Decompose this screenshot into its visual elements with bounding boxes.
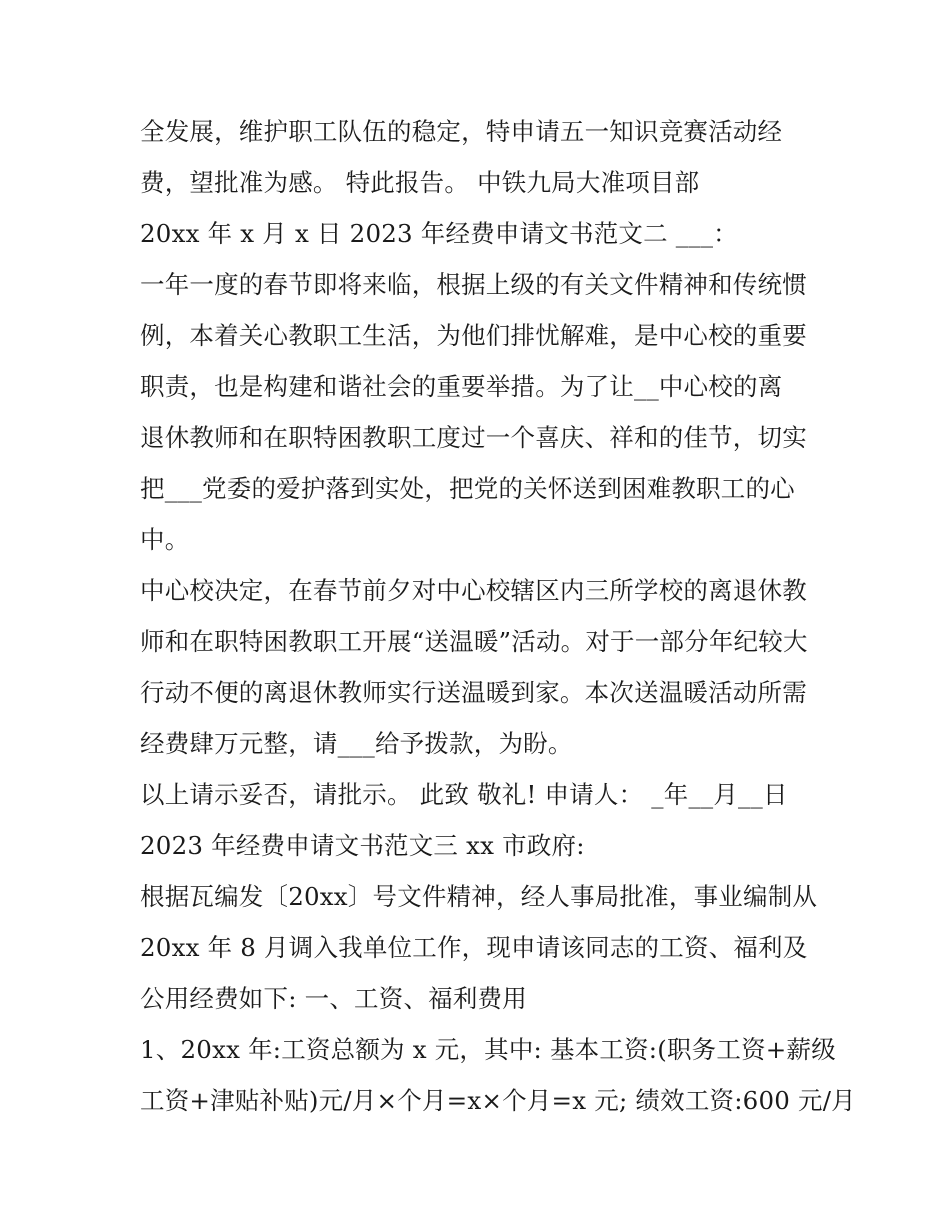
document-body [140,106,856,1126]
text-line: 以上请示妥否，请批示。 此致 敬礼! 申请人： _年__月__日 [140,780,788,809]
text-line: 2023 年经费申请文书范文三 xx 市政府: [140,831,585,860]
text-line: 公用经费如下: 一、工资、福利费用 [140,984,527,1013]
text-line: 把___党委的爱护落到实处，把党的关怀送到困难教职工的心 [140,474,795,503]
text-line: 师和在职特困教职工开展“送温暖”活动。对于一部分年纪较大 [140,627,808,656]
text-line: 一年一度的春节即将来临，根据上级的有关文件精神和传统惯 [140,270,807,299]
text-line: 行动不便的离退休教师实行送温暖到家。本次送温暖活动所需 [140,678,807,707]
text-line: 职责，也是构建和谐社会的重要举措。为了让__中心校的离 [140,372,783,401]
text-line: 中。 [140,525,190,554]
text-line: 退休教师和在职特困教职工度过一个喜庆、祥和的佳节，切实 [140,423,807,452]
text-line: 经费肆万元整，请___给予拨款，为盼。 [140,729,573,758]
text-line: 中心校决定，在春节前夕对中心校辖区内三所学校的离退休教 [140,576,807,605]
text-line: 根据瓦编发〔20xx〕号文件精神，经人事局批准，事业编制从 [140,882,818,911]
text-line: 20xx 年 x 月 x 日 2023 年经费申请文书范文二 ___： [140,219,738,248]
text-line: 20xx 年 8 月调入我单位工作，现申请该同志的工资、福利及 [140,933,808,962]
text-line: 全发展，维护职工队伍的稳定，特申请五一知识竞赛活动经 [140,117,783,146]
text-line: 例，本着关心教职工生活，为他们排忧解难，是中心校的重要 [140,321,807,350]
text-line: 费，望批准为感。 特此报告。 中铁九局大准项目部 [140,168,700,197]
text-line: 1、20xx 年:工资总额为 x 元，其中: 基本工资:(职务工资+薪级 [140,1035,836,1064]
text-line: 工资+津贴补贴)元/月×个月=x×个月=x 元; 绩效工资:600 元/月 [140,1086,856,1115]
